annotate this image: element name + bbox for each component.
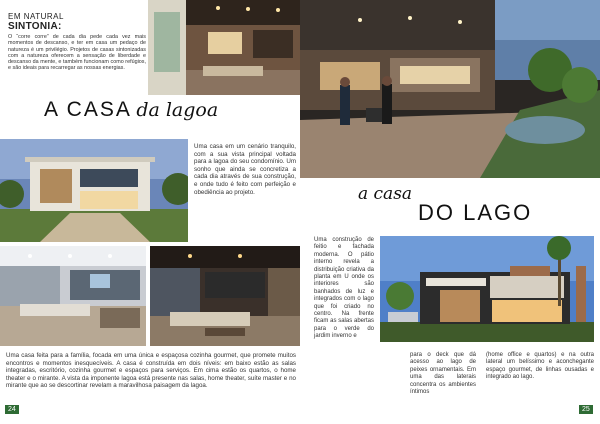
column-1: Uma construção de feitio e fachada moderna. O pátio interno revela a distribuição criativa da planta em U onde os interiores são banhados de luz e integrados com o lago que foi criado no centro. Na frente ficam as salas abertas para o verde do jardim inverno e xyxy=(314,237,374,340)
photo-living-room xyxy=(150,246,300,346)
column-2: para o deck que dá acesso ao lago de peixes ornamentais. Em uma das laterais concentra os ambientes íntimos xyxy=(410,352,476,396)
section-kicker: EM NATURAL xyxy=(8,12,64,21)
house-description: Uma casa em um cenário tranquilo, com a sua vista principal voltada para a lagoa do seu condomínio. Um sonho que ainda se concretiza a cada dia através de sua construção, e onde tudo é feito com perfeição e obediência ao projeto. xyxy=(194,143,296,196)
column-3: (home office e quartos) e na outra lateral um belíssimo e aconchegante espaço gourmet, de linhas ousadas e integrado ao lago. xyxy=(486,352,594,381)
photo-courtyard-lake xyxy=(300,0,600,178)
section-kicker-bold: SINTONIA: xyxy=(8,21,62,32)
bottom-paragraph: Uma casa feita para a família, focada em uma única e espaçosa cozinha gourmet, que promete muitos encontros e momentos inesquecíveis. A casa é construída em dois níveis: em baixo estão as salas integradas, escritório, cozinha gourmet e espaços para serviços. Em cima estão os quartos, o home theater e o mirante. A vista da imponente lagoa está presente nas salas, home theater, suíte master e no mirante que ao se descortinar revelam a maravilhosa paisagem da lagoa. xyxy=(6,352,296,390)
title-casa-da-lagoa xyxy=(44,98,218,122)
title-caps-do-lago: DO LAGO xyxy=(418,200,533,225)
page-number-left: 24 xyxy=(5,405,19,414)
right-page xyxy=(300,0,600,424)
intro-paragraph: O “corre corre” de cada dia pede cada vez mais momentos de descanso, e ter em casa um pedaço de natureza é um privilégio. Projetos de casas sintonizadas com a natureza oferecem a sensação de liberdade e descanso da mente, e também funcionam como refúgios, e são ideais para recarregar as nossas energias. xyxy=(8,34,146,72)
photo-modern-facade xyxy=(380,236,594,342)
photo-house-exterior xyxy=(0,139,188,242)
page-number-right: 25 xyxy=(579,405,593,414)
photo-gourmet-kitchen xyxy=(0,246,146,346)
title-script-a-casa: a casa xyxy=(358,184,413,204)
title-caps: A CASA xyxy=(44,98,132,121)
title-script: da lagoa xyxy=(136,99,219,121)
photo-interior-living xyxy=(148,0,300,95)
